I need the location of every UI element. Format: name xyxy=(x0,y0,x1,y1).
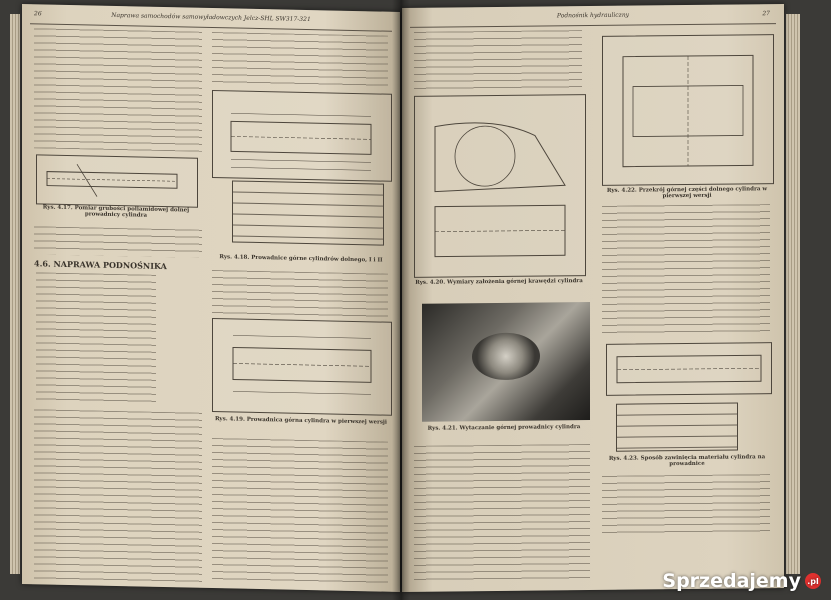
figure-4-17 xyxy=(36,154,198,207)
figure-4-18-table xyxy=(232,180,384,245)
caption-4-23: Rys. 4.23. Sposób zawinięcia materiału cylindra na prowadnice xyxy=(608,454,766,468)
right-col2-paragraph-1 xyxy=(602,204,770,336)
book-spine-shadow xyxy=(392,0,410,600)
left-page xyxy=(22,4,400,592)
caption-4-17: Rys. 4.17. Pomiar grubości poliamidowej dolnej prowadnicy cylindra xyxy=(42,204,190,219)
right-col1-paragraph-2 xyxy=(414,444,590,584)
caption-4-20: Rys. 4.20. Wymiary założenia górnej krawędzi cylindra xyxy=(415,278,583,286)
watermark-text: Sprzedajemy xyxy=(662,570,801,592)
right-running-head: Podnośnik hydrauliczny xyxy=(556,11,630,20)
right-col1-paragraph-1 xyxy=(414,30,582,92)
photo-lathe-boring xyxy=(422,302,590,422)
left-col2-paragraph-3 xyxy=(212,438,388,587)
caption-4-18: Rys. 4.18. Prowadnice górne cylindrów dolnego, I i II xyxy=(219,254,383,264)
left-page-number: 26 xyxy=(34,10,42,18)
right-page-header xyxy=(402,10,784,26)
section-heading: 4.6. NAPRAWA PODNOŚNIKA xyxy=(34,258,167,272)
left-col1-paragraph-2 xyxy=(34,226,202,258)
watermark-badge: .pl xyxy=(805,573,821,589)
left-col2-paragraph-2 xyxy=(212,270,388,318)
figure-4-23-drawing xyxy=(606,342,772,396)
left-col2-paragraph-1 xyxy=(212,32,388,88)
left-page-stack xyxy=(10,14,20,574)
figure-4-22-drawing xyxy=(602,34,774,186)
caption-4-22: Rys. 4.22. Przekrój górnej części dolnego cylindra w pierwszej wersji xyxy=(606,186,768,200)
right-page-stack xyxy=(786,14,800,574)
figure-4-20-drawing xyxy=(414,94,586,278)
watermark xyxy=(662,570,821,592)
right-col2-paragraph-2 xyxy=(602,474,770,536)
left-running-head: Naprawa samochodów samowyładowczych Jelcz-SHL SW317-321 xyxy=(111,11,311,24)
left-col1-paragraph-3 xyxy=(34,409,202,583)
right-page-number: 27 xyxy=(762,10,770,18)
figure-4-23-table xyxy=(616,402,738,451)
left-col1-paragraph-1 xyxy=(34,28,202,152)
right-page xyxy=(402,4,784,592)
figure-4-19-drawing xyxy=(212,318,392,416)
figure-4-18-drawing xyxy=(212,90,392,182)
caption-4-19: Rys. 4.19. Prowadnica górna cylindra w pierwszej wersji xyxy=(214,416,388,426)
left-page-header xyxy=(22,10,400,30)
caption-4-21: Rys. 4.21. Wytaczanie górnej prowadnicy cylindra xyxy=(427,424,581,432)
tool-list xyxy=(36,272,156,405)
